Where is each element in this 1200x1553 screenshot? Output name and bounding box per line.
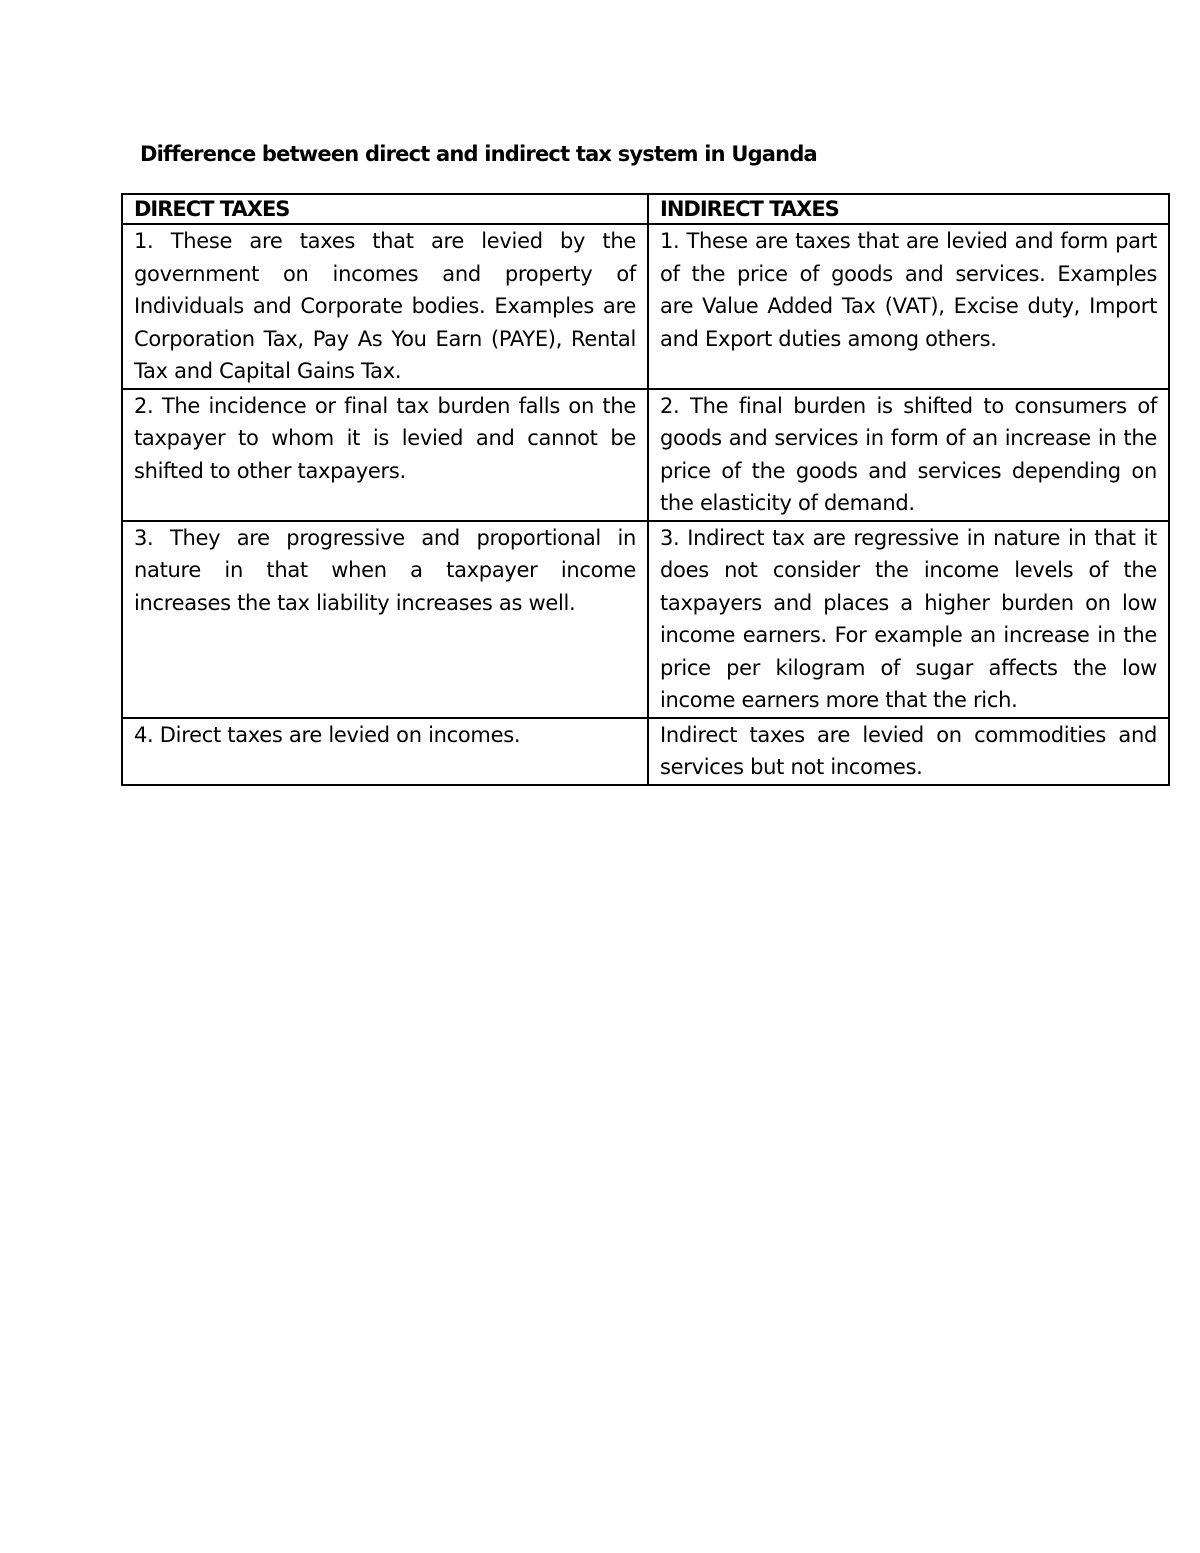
table-row xyxy=(122,521,1169,718)
header-direct-taxes: DIRECT TAXES xyxy=(122,194,648,224)
indirect-tax-cell: 3. Indirect tax are regressive in nature in that it does not consider the income levels of the taxpayers and places a higher burden on low income earners. For example an increase in the price per kilogram of sugar affects the low income earners more that the rich. xyxy=(648,521,1169,718)
table-row xyxy=(122,224,1169,389)
indirect-tax-cell: 1. These are taxes that are levied and form part of the price of goods and services. Examples are Value Added Tax (VAT), Excise duty, Import and Export duties among others. xyxy=(648,224,1169,389)
header-indirect-taxes: INDIRECT TAXES xyxy=(648,194,1169,224)
page-title: Difference between direct and indirect tax system in Uganda xyxy=(140,142,817,166)
table-header-row xyxy=(122,194,1169,224)
indirect-tax-cell: Indirect taxes are levied on commodities and services but not incomes. xyxy=(648,718,1169,785)
direct-tax-cell: 1. These are taxes that are levied by the government on incomes and property of Individuals and Corporate bodies. Examples are Corporation Tax, Pay As You Earn (PAYE), Rental Tax and Capital Gains Tax. xyxy=(122,224,648,389)
direct-tax-cell: 2. The incidence or final tax burden falls on the taxpayer to whom it is levied and cannot be shifted to other taxpayers. xyxy=(122,389,648,521)
tax-comparison-table xyxy=(121,193,1170,786)
indirect-tax-cell: 2. The final burden is shifted to consumers of goods and services in form of an increase in the price of the goods and services depending on the elasticity of demand. xyxy=(648,389,1169,521)
direct-tax-cell: 4. Direct taxes are levied on incomes. xyxy=(122,718,648,785)
table-row xyxy=(122,718,1169,785)
direct-tax-cell: 3. They are progressive and proportional in nature in that when a taxpayer income increases the tax liability increases as well. xyxy=(122,521,648,718)
table-row xyxy=(122,389,1169,521)
